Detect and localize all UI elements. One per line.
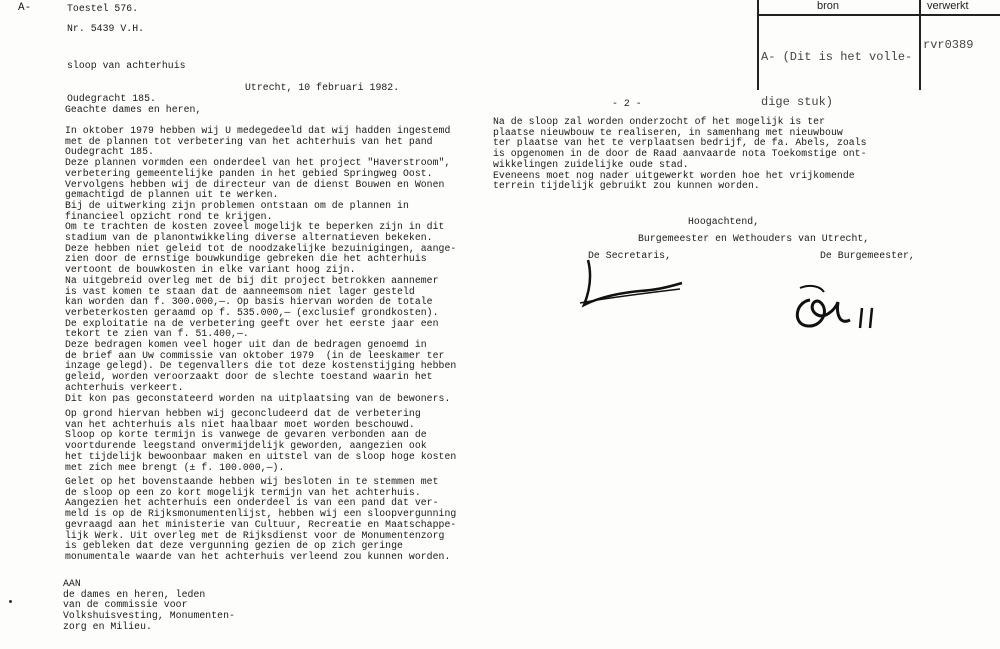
subject-line: sloop van achterhuis — [67, 60, 186, 72]
text-line: Gelet op het bovenstaande hebben wij besloten in te stemmen met — [65, 476, 439, 487]
text-line: De exploitatie na de verbetering geeft over het eerste jaar een — [65, 317, 439, 329]
text-line: wikkelingen zuidelijke oude stad. — [493, 158, 689, 170]
text-line: Sloop op korte termijn is vanwege de gevaren verbonden aan de — [65, 429, 427, 441]
text-line: verbeterkosten geraamd op f. 535.000,— (exclusief grondkosten). — [65, 306, 439, 318]
text-line: verbetering gemeentelijke panden in het gebied Springweg Oost. — [65, 167, 433, 179]
text-line: achterhuis verkeert. — [65, 381, 184, 393]
column-header-processed: verwerkt — [927, 0, 969, 12]
text-line: Om te trachten de kosten zoveel mogelijk te beperken zijn in dit — [65, 221, 445, 233]
text-line: Eveneens moet nog nader uitgewerkt worden hoe het vrijkomende — [493, 169, 855, 181]
text-line: lijk Werk. Uit overleg met de Rijksdienst voor de Monumentenzorg — [65, 529, 445, 541]
punch-dot — [9, 600, 12, 603]
mayor-label: De Burgemeester, — [820, 250, 915, 261]
text-line: is gebleken dat deze vergunning gezien de op zich geringe — [65, 540, 403, 552]
text-line: Op grond hiervan hebben wij geconcludeerd dat de verbetering — [65, 408, 421, 419]
page-number: - 2 - — [612, 98, 642, 109]
mayor-signature — [780, 280, 890, 340]
text-line: is vast komen te staan dat de aanneemsom niet lager gesteld — [65, 285, 415, 297]
text-line: het tijdelijk bewoonbaar maken en uitstel van de sloop hoge kosten — [65, 450, 457, 462]
text-line: AAN — [63, 578, 81, 589]
text-line: financieel opzicht rond te krijgen. — [65, 210, 273, 222]
text-line: Na de sloop zal worden onderzocht of het mogelijk is ter — [493, 116, 826, 127]
salutation: Geachte dames en heren, — [65, 104, 202, 115]
source-line: dige stuk) — [761, 95, 834, 109]
text-line: Aangezien het achterhuis een onderdeel is van een pand dat ver- — [65, 497, 439, 509]
text-line: Deze plannen vormden een onderdeel van het project "Haverstroom", — [65, 157, 451, 169]
addressee — [63, 579, 235, 633]
text-line: kan worden dan f. 300.000,—. Op basis hiervan worden de totale — [65, 296, 433, 308]
secretary-signature — [570, 255, 690, 315]
text-line: Vervolgens hebben wij de directeur van de dienst Bouwen en Wonen — [65, 178, 445, 190]
text-line: met zich mee brengt (± f. 100.000,—). — [65, 461, 285, 473]
signatory: Burgemeester en Wethouders van Utrecht, — [638, 233, 870, 244]
text-line: de dames en heren, leden — [63, 588, 206, 600]
text-line: de brief aan Uw commissie van oktober 1979 (in de leeskamer ter — [65, 349, 445, 361]
text-line: zien door de ernstige bouwkundige gebreken die het achterhuis — [65, 253, 427, 265]
closing: Hoogachtend, — [688, 216, 760, 227]
text-line: terrein tijdelijk gebruikt zou kunnen worden. — [493, 180, 760, 192]
text-line: Bij de uitwerking zijn problemen ontstaan om de plannen in — [65, 199, 409, 211]
text-line: inzage gelegd). De tegenvallers die tot deze kostenstijging hebben — [65, 360, 457, 372]
text-line: tekort te zien van f. 51.400,—. — [65, 328, 249, 340]
processed-cell: rvr0389 — [923, 38, 974, 52]
text-line: In oktober 1979 hebben wij U medegedeeld dat wij hadden ingestemd — [65, 125, 451, 136]
archive-table — [757, 0, 1000, 109]
text-line: ter plaatse van het te verplaatsen bedrijf, de fa. Abels, zoals — [493, 137, 867, 149]
text-line: vertoont de bouwkosten in elke variant hoog zijn. — [65, 264, 356, 276]
paragraph-1 — [65, 126, 456, 404]
text-line: voortdurende leegstand onvermijdelijk geworden, aangezien ook — [65, 440, 427, 452]
text-line: van het achterhuis als niet haalbaar moet worden beschouwd. — [65, 418, 415, 430]
text-line: stadium van de planontwikkeling diverse alternatieven bekeken. — [65, 232, 433, 244]
text-line: de sloop op een zo kort mogelijk termijn van het achterhuis. — [65, 486, 421, 498]
column-header-source: bron — [817, 0, 840, 12]
text-line: monumentale waarde van het achterhuis verleend zou kunnen worden. — [65, 550, 451, 562]
reference-number: Nr. 5439 V.H. — [67, 23, 145, 34]
phone-extension: Toestel 576. — [67, 3, 139, 14]
paragraph-3 — [65, 477, 456, 563]
text-line: gemachtigd de plannen uit te werken. — [65, 189, 279, 201]
page2-paragraph — [493, 117, 867, 192]
margin-mark: A- — [18, 2, 32, 14]
place-date: Utrecht, 10 februari 1982. — [245, 82, 400, 93]
text-line: Oudegracht 185. — [65, 146, 154, 158]
text-line: van de commissie voor — [63, 599, 188, 611]
text-line: is opgenomen in de door de Raad aanvaarde nota Toekomstige ont- — [493, 148, 867, 160]
text-line: zorg en Milieu. — [63, 620, 152, 632]
text-line: Deze bedragen komen veel hoger uit dan de bedragen genoemd in — [65, 339, 427, 351]
subject-line: Oudegracht 185. — [67, 92, 156, 104]
text-line: Volkshuisvesting, Monumenten- — [63, 610, 235, 622]
table-border — [757, 14, 1000, 16]
paragraph-2 — [65, 409, 456, 473]
text-line: Dit kon pas geconstateerd worden na uitplaatsing van de bewoners. — [65, 392, 451, 404]
text-line: Deze hebben niet geleid tot de noodzakelijke bezuinigingen, aange- — [65, 242, 457, 254]
source-line: A- (Dit is het volle- — [761, 50, 913, 64]
text-line: met de plannen tot verbetering van het achterhuis van het pand — [65, 135, 433, 147]
text-line: meld is op de Rijksmonumentenlijst, hebben wij een sloopvergunning — [65, 508, 457, 520]
text-line: plaatse nieuwbouw te realiseren, in samenhang met nieuwbouw — [493, 126, 843, 138]
secretary-label: De Secretaris, — [588, 250, 672, 261]
text-line: geleid, worden veroorzaakt door de slechte toestand waarin het — [65, 371, 433, 383]
text-line: Na uitgebreid overleg met de bij dit project betrokken aannemer — [65, 274, 439, 286]
text-line: gevraagd aan het ministerie van Cultuur, Recreatie en Maatschappe- — [65, 518, 457, 530]
